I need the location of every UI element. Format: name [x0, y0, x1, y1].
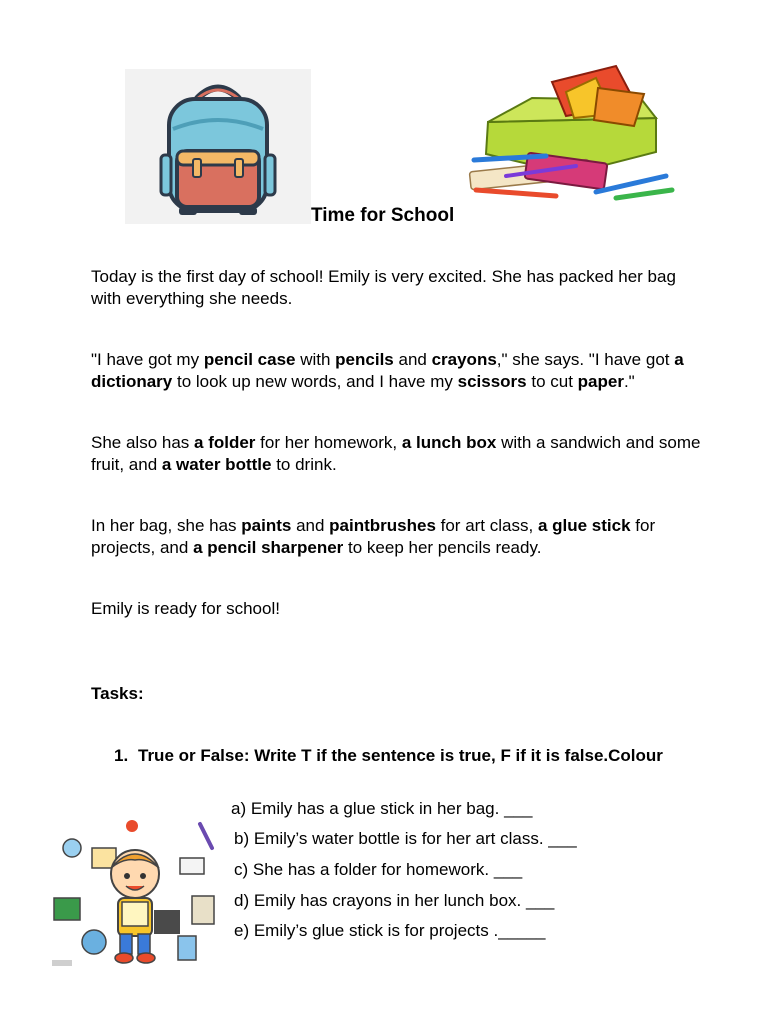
question-number: 1.: [114, 746, 129, 765]
paragraph-intro: Today is the first day of school! Emily is very excited. She has packed her bag with everything she needs.: [91, 267, 676, 308]
question-text: True or False: Write T if the sentence is true, F if it is false.Colour: [138, 746, 663, 765]
paragraph-art: In her bag, she has paints and paintbrushes for art class, a glue stick for projects, and a pencil sharpener to keep her pencils ready.: [91, 516, 656, 557]
student-clipart-icon: [52, 818, 218, 968]
backpack-image: [125, 69, 311, 224]
page-title: Time for School: [311, 205, 455, 226]
statement-a: a) Emily has a glue stick in her bag. ___: [231, 799, 533, 818]
statement-e: e) Emily’s glue stick is for projects ._____: [234, 921, 546, 940]
question-1: [114, 746, 663, 766]
tasks-heading: Tasks:: [91, 684, 144, 703]
statement-d: d) Emily has crayons in her lunch box. ___: [234, 891, 555, 910]
statement-b: b) Emily’s water bottle is for her art class. ___: [234, 829, 577, 848]
paragraph-supplies: "I have got my pencil case with pencils and crayons," she says. "I have got a dictionary to look up new words, and I have my scissors to cut paper.": [91, 350, 684, 391]
backpack-icon: [125, 69, 311, 224]
paragraph-folder: She also has a folder for her homework, a lunch box with a sandwich and some fruit, and a water bottle to drink.: [91, 433, 701, 474]
school-supplies-image: [466, 58, 678, 203]
paragraph-ready: Emily is ready for school!: [91, 599, 280, 618]
student-clipart: [52, 818, 218, 968]
school-supplies-icon: [466, 58, 678, 203]
statement-c: c) She has a folder for homework. ___: [234, 860, 523, 879]
